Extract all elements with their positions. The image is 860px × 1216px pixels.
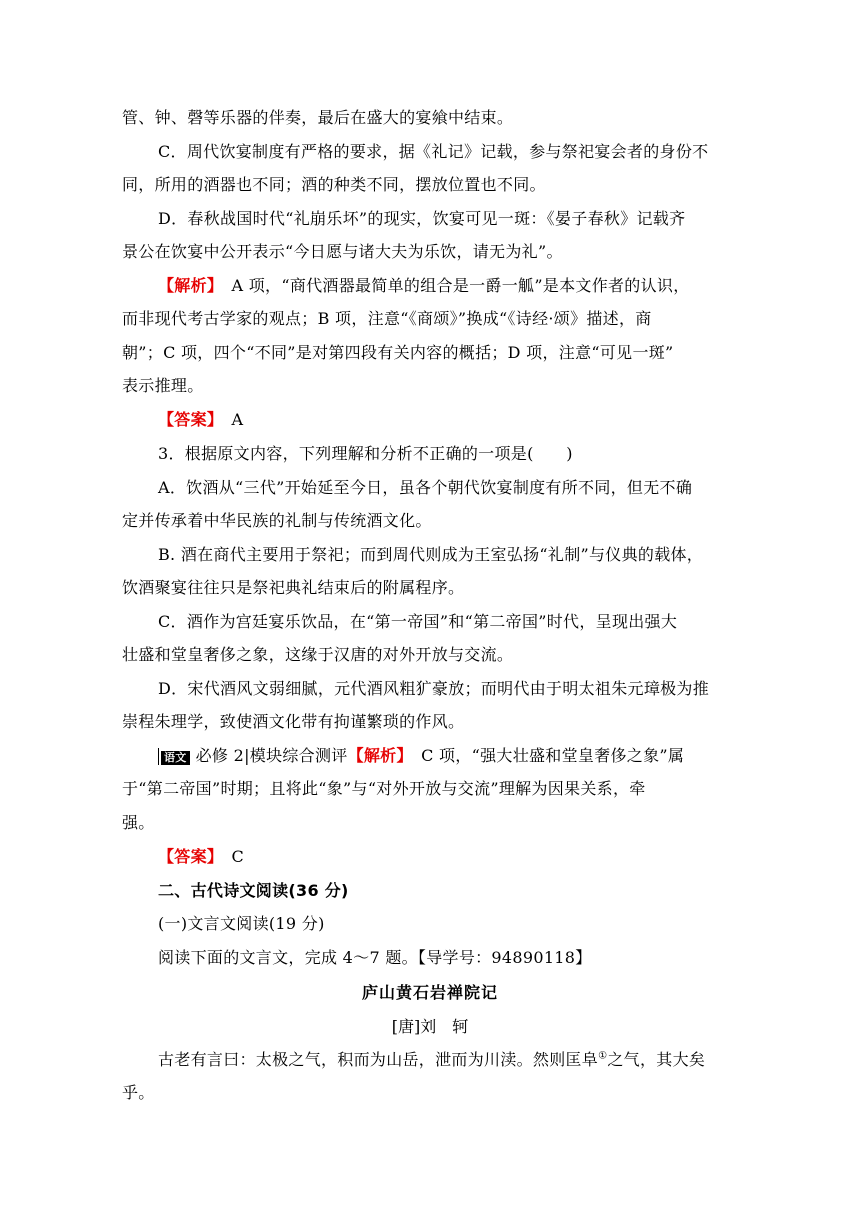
line-text: 同，所用的酒器也不同；酒的种类不同，摆放位置也不同。 [122,175,546,194]
answer-tag: 【答案】 [158,847,216,866]
line-text: 管、钟、磬等乐器的伴奏，最后在盛大的宴飨中结束。 [122,108,514,127]
text-line [122,811,742,835]
text-line [158,476,742,500]
text-line [158,207,742,231]
footnote-marker: ① [598,1050,608,1062]
text-line [122,106,742,130]
line-text: 强。 [122,813,155,832]
line-text: 壮盛和堂皇奢侈之象，这缘于汉唐的对外开放与交流。 [122,645,514,664]
paragraph-text: 乎。 [122,1083,155,1102]
text-line [122,307,742,331]
line-text: 朝”；C 项，四个“不同”是对第四段有关内容的概括；D 项，注意“可见一斑” [122,343,674,362]
instruction-text: 阅读下面的文言文，完成 4～7 题。【导学号：94890118】 [158,948,592,967]
paragraph-text: 之气，其大矣 [607,1050,706,1069]
option-d-text: D．宋代酒风文弱细腻，元代酒风粗犷豪放；而明代由于明太祖朱元璋极为推 [158,679,710,698]
text-line [122,643,742,667]
subject-badge [158,748,192,765]
text-line [122,240,742,264]
section-title: 二、古代诗文阅读(36 分) [158,881,349,900]
answer-value: A [215,410,244,429]
text-line [158,677,742,701]
text-line [122,509,742,533]
article-title: 庐山黄石岩禅院记 [361,983,498,1002]
section-heading [158,879,742,903]
text-line [158,140,742,164]
text-line [158,543,742,567]
line-text: 崇程朱理学，致使酒文化带有拘谨繁琐的作风。 [122,712,465,731]
paragraph-text: 古老有言曰：太极之气，积而为山岳，泄而为川渎。然则匡阜 [158,1050,599,1069]
text-line [122,341,742,365]
line-text: 于“第二帝国”时期；且将此“象”与“对外开放与交流”理解为因果关系，牵 [122,779,646,798]
analysis-text: A 项，“商代酒器最简单的组合是一爵一觚”是本文作者的认识， [215,276,690,295]
text-line [122,710,742,734]
text-line [158,1048,742,1072]
text-line [122,777,742,801]
subject-badge-label: 语文 [161,751,190,765]
line-text: 定并传承着中华民族的礼制与传统酒文化。 [122,511,432,530]
option-a-text: A．饮酒从“三代”开始延至今日，虽各个朝代饮宴制度有所不同，但无不确 [158,478,693,497]
option-c-text: C．周代饮宴制度有严格的要求，据《礼记》记载，参与祭祀宴会者的身份不 [158,142,709,161]
analysis-tag: 【解析】 [158,276,216,295]
option-b-text: B. 酒在商代主要用于祭祀；而到周代则成为王室弘扬“礼制”与仪典的载体， [158,545,704,564]
answer-line [158,408,742,432]
author-line [0,1015,860,1039]
answer-tag: 【答案】 [158,410,216,429]
line-text: 景公在饮宴中公开表示“今日愿与诸大夫为乐饮，请无为礼”。 [122,242,563,261]
source-label: 必修 2|模块综合测评 [195,746,348,765]
analysis-tag: 【解析】 [347,746,405,765]
text-line [122,576,742,600]
subsection-title: (一)文言文阅读(19 分) [158,914,325,933]
answer-line [158,845,742,869]
text-line [122,374,742,398]
article-author: [唐]刘 轲 [391,1017,469,1036]
line-text: 而非现代考古学家的观点；B 项，注意“《商颂》”换成“《诗经·颂》描述，商 [122,309,652,328]
text-line [158,610,742,634]
option-c-text: C．酒作为宫廷宴乐饮品，在“第一帝国”和“第二帝国”时代，呈现出强大 [158,612,678,631]
instruction-line [158,946,742,970]
question-line [158,442,742,466]
analysis-text: C 项，“强大壮盛和堂皇奢侈之象”属 [404,746,685,765]
analysis-line [158,744,742,768]
answer-value: C [215,847,245,866]
text-line [122,173,742,197]
analysis-line [158,274,742,298]
text-line [122,1081,742,1105]
subsection-heading [158,912,742,936]
line-text: 饮酒聚宴往往只是祭祀典礼结束后的附属程序。 [122,578,465,597]
question-3-text: 3．根据原文内容，下列理解和分析不正确的一项是( ) [158,444,573,463]
option-d-text: D．春秋战国时代“礼崩乐坏”的现实，饮宴可见一斑：《晏子春秋》记载齐 [158,209,686,228]
line-text: 表示推理。 [122,376,204,395]
article-title-line [0,981,860,1005]
